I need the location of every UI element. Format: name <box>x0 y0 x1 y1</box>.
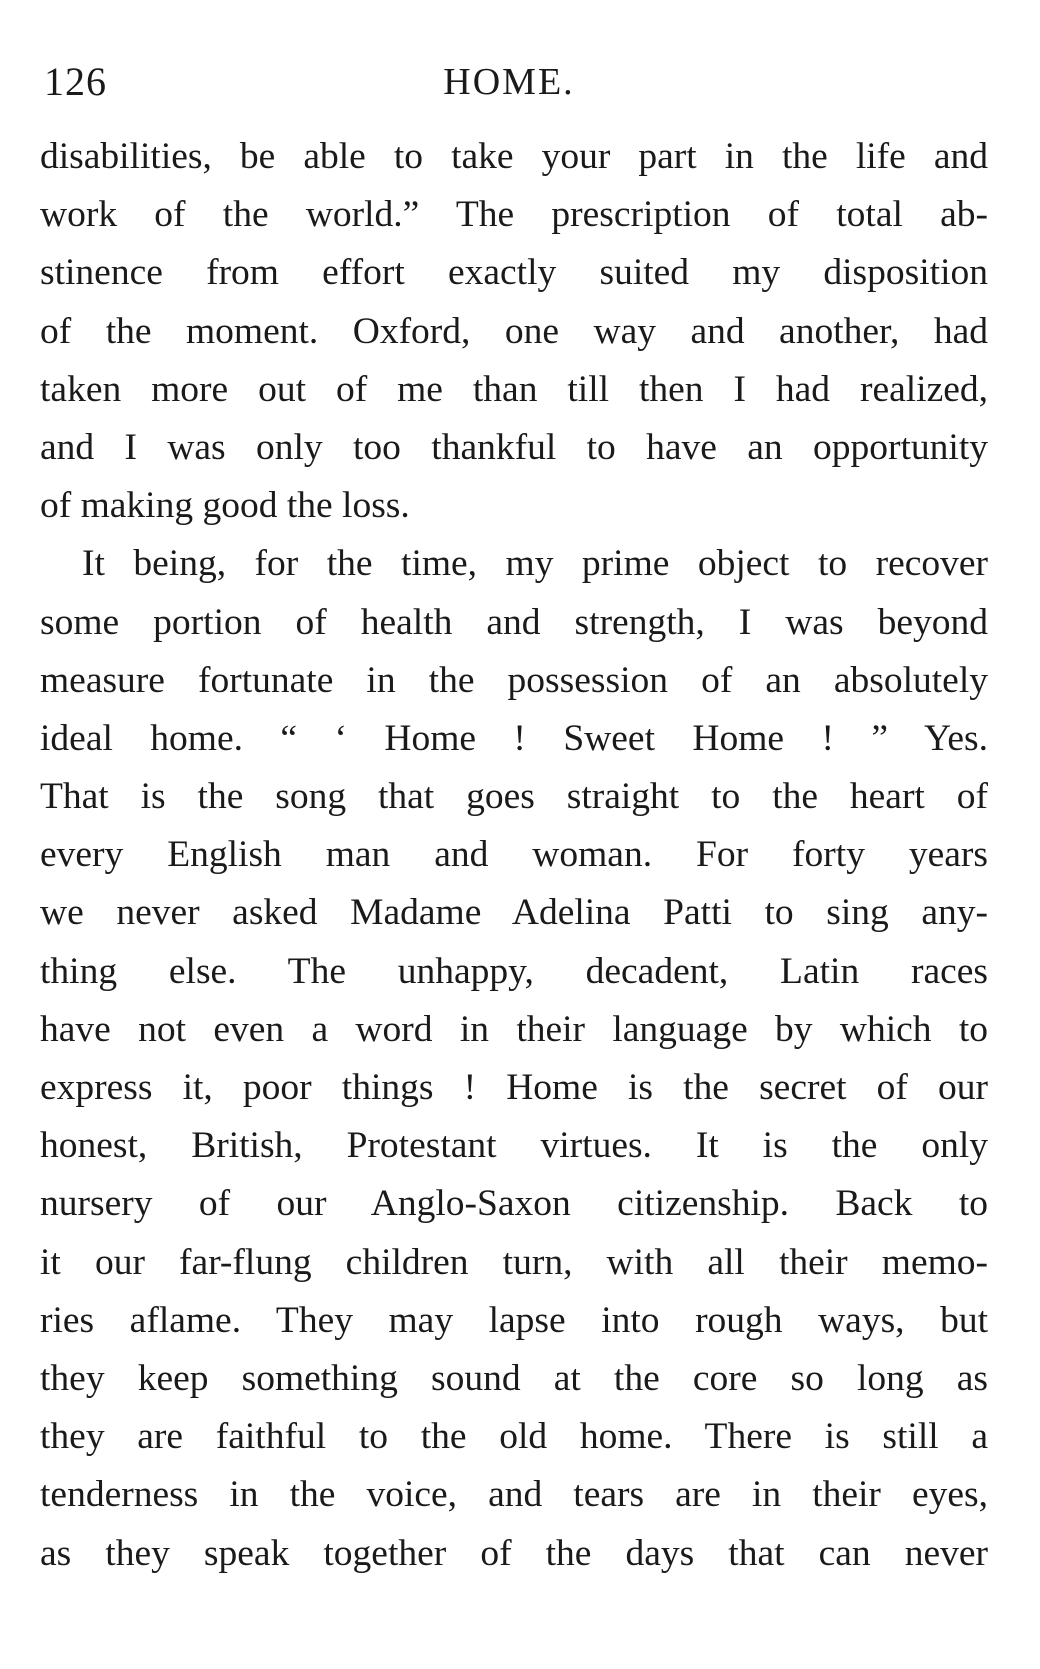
text-line: thing else. The unhappy, decadent, Latin races <box>40 950 988 992</box>
text-line: It being, for the time, my prime object to recover <box>82 543 988 585</box>
running-head: HOME. <box>443 61 575 103</box>
text-line: and I was only too thankful to have an opportunity <box>40 426 988 468</box>
paragraph-2 <box>40 535 988 1582</box>
text-line: have not even a word in their language by which to <box>40 1008 988 1050</box>
text-line: nursery of our Anglo-Saxon citizenship. Back to <box>40 1183 988 1225</box>
page-header <box>44 52 974 112</box>
text-line: they keep something sound at the core so long as <box>40 1357 988 1399</box>
text-line: measure fortunate in the possession of an absolutely <box>40 659 988 701</box>
body-text <box>40 128 988 1583</box>
text-line: ries aflame. They may lapse into rough ways, but <box>40 1299 988 1341</box>
text-line: That is the song that goes straight to the heart of <box>40 776 988 818</box>
text-line: work of the world.” The prescription of total ab- <box>40 194 988 236</box>
text-line: ideal home. “ ‘ Home ! Sweet Home ! ” Yes. <box>40 717 988 759</box>
text-line: stinence from effort exactly suited my disposition <box>40 252 988 294</box>
text-line: tenderness in the voice, and tears are in their eyes, <box>40 1474 988 1516</box>
text-line: of the moment. Oxford, one way and another, had <box>40 310 988 352</box>
text-line: taken more out of me than till then I had realized, <box>40 368 988 410</box>
text-line: express it, poor things ! Home is the secret of our <box>40 1067 988 1108</box>
page-number: 126 <box>44 59 107 104</box>
text-line: we never asked Madame Adelina Patti to sing any- <box>40 892 988 934</box>
text-line: as they speak together of the days that can never <box>40 1532 988 1574</box>
text-line: every English man and woman. For forty years <box>40 834 988 876</box>
text-line: of making good the loss. <box>40 485 410 527</box>
text-line: some portion of health and strength, I was beyond <box>40 601 988 643</box>
text-line: disabilities, be able to take your part in the life and <box>40 136 988 177</box>
text-line: they are faithful to the old home. There is still a <box>40 1416 988 1458</box>
text-line: it our far-flung children turn, with all their memo- <box>40 1241 988 1283</box>
text-line: honest, British, Protestant virtues. It is the only <box>40 1125 988 1167</box>
paragraph-1 <box>40 128 988 535</box>
